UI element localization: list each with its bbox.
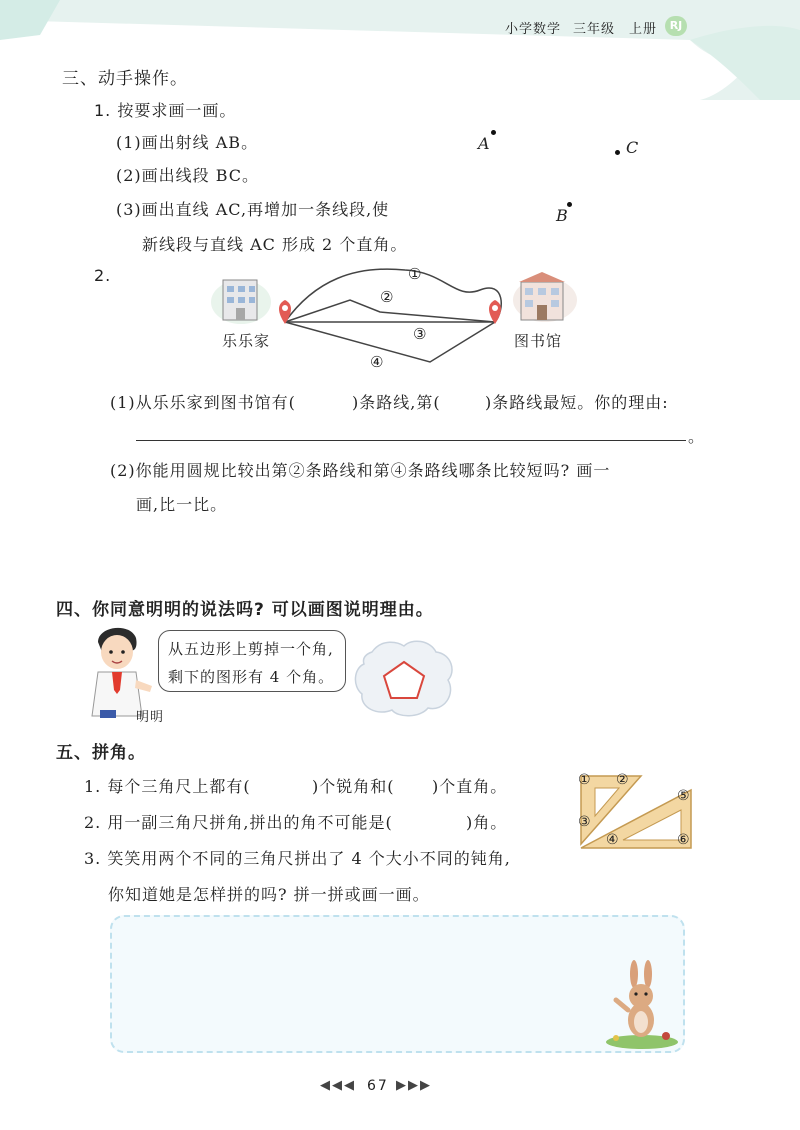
route-label-4: ④ bbox=[370, 353, 385, 371]
route-diagram bbox=[205, 260, 585, 370]
section4-title: 四、你同意明明的说法吗? 可以画图说明理由。 bbox=[56, 600, 434, 620]
ruler-label-4: ④ bbox=[606, 832, 619, 848]
q2-number: 2. bbox=[94, 266, 112, 285]
s5-q2-part-b: )角。 bbox=[466, 813, 508, 832]
home-building-icon bbox=[211, 280, 271, 324]
s5-q3-line-2: 你知道她是怎样拼的吗? 拼一拼或画一画。 bbox=[108, 885, 430, 904]
q2-sub2-line2: 画,比一比。 bbox=[136, 495, 228, 514]
ruler-label-2: ② bbox=[616, 772, 629, 788]
library-label: 图书馆 bbox=[514, 332, 563, 350]
library-building-icon bbox=[513, 272, 577, 322]
pentagon-cloud-figure[interactable] bbox=[352, 638, 456, 718]
point-a-label: A bbox=[478, 134, 491, 153]
header-subject: 小学数学 bbox=[505, 22, 562, 37]
speech-line-1: 从五边形上剪掉一个角, bbox=[168, 640, 334, 658]
ruler-label-6: ⑥ bbox=[677, 832, 690, 848]
library-pin-icon bbox=[489, 300, 501, 324]
drawing-answer-area[interactable] bbox=[110, 915, 685, 1053]
page-number: 67 bbox=[367, 1078, 389, 1094]
ruler-label-1: ① bbox=[578, 772, 591, 788]
page-prev-arrows[interactable]: ◀◀◀ bbox=[320, 1078, 356, 1093]
home-label: 乐乐家 bbox=[222, 332, 271, 350]
character-name: 明明 bbox=[136, 710, 165, 725]
q2-sub1-part-b: )条路线,第( bbox=[352, 393, 441, 412]
rabbit-illustration bbox=[600, 960, 684, 1050]
q1-item-4: 新线段与直线 AC 形成 2 个直角。 bbox=[142, 235, 408, 254]
page-next-arrows[interactable]: ▶▶▶ bbox=[396, 1078, 432, 1093]
route-label-3: ③ bbox=[413, 325, 428, 343]
point-a-dot[interactable] bbox=[491, 130, 496, 135]
header-volume: 上册 bbox=[629, 22, 658, 37]
s5-q3-line-1: 3. 笑笑用两个不同的三角尺拼出了 4 个大小不同的钝角, bbox=[84, 849, 511, 868]
section3-title: 三、动手操作。 bbox=[62, 69, 188, 89]
q1-item-3: (3)画出直线 AC,再增加一条线段,使 bbox=[116, 200, 390, 219]
ruler-label-3: ③ bbox=[578, 814, 591, 830]
q2-sub1-part-c: )条路线最短。你的理由: bbox=[485, 393, 669, 412]
mingming-character bbox=[80, 620, 160, 720]
q1-item-1: (1)画出射线 AB。 bbox=[116, 133, 259, 152]
q2-reason-answer-line[interactable] bbox=[136, 440, 686, 441]
point-c-dot[interactable] bbox=[615, 150, 620, 155]
rj-badge-label: RJ bbox=[669, 19, 683, 32]
point-b-label: B bbox=[556, 206, 569, 225]
q2-sub2-line1: (2)你能用圆规比较出第②条路线和第④条路线哪条比较短吗? 画一 bbox=[110, 461, 611, 480]
s5-q1-part-c: )个直角。 bbox=[432, 777, 508, 796]
route-label-2: ② bbox=[380, 288, 395, 306]
q2-sub1-part-a: (1)从乐乐家到图书馆有( bbox=[110, 393, 296, 412]
s5-q2-part-a: 2. 用一副三角尺拼角,拼出的角不可能是( bbox=[84, 813, 393, 832]
rj-badge bbox=[665, 16, 687, 36]
s5-q1-part-a: 1. 每个三角尺上都有( bbox=[84, 777, 251, 796]
route-label-1: ① bbox=[408, 265, 423, 283]
q1-title: 1. 按要求画一画。 bbox=[94, 101, 237, 120]
s5-q1-part-b: )个锐角和( bbox=[312, 777, 395, 796]
speech-line-2: 剩下的图形有 4 个角。 bbox=[168, 668, 335, 686]
ruler-label-5: ⑤ bbox=[677, 788, 690, 804]
section5-title: 五、拼角。 bbox=[56, 743, 146, 763]
q2-reason-period: 。 bbox=[688, 427, 706, 446]
q1-item-2: (2)画出线段 BC。 bbox=[116, 166, 260, 185]
header-grade: 三年级 bbox=[573, 22, 616, 37]
point-c-label: C bbox=[626, 138, 640, 157]
